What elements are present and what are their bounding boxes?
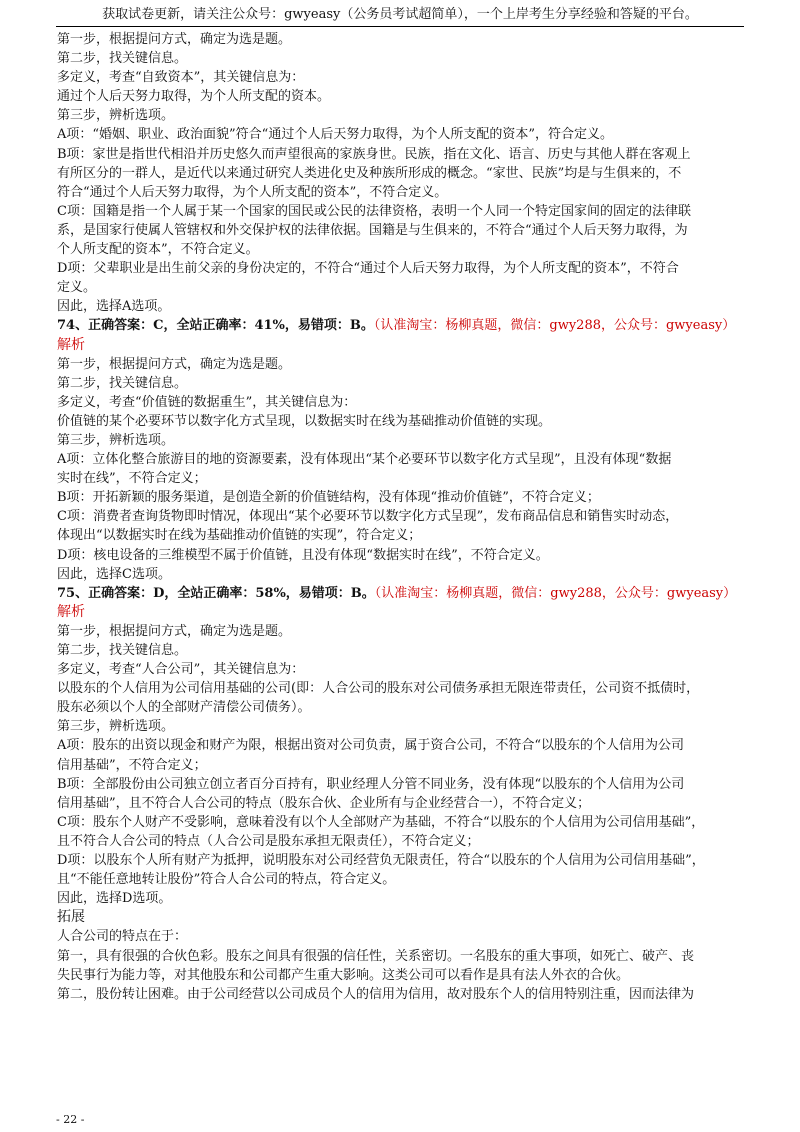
text-line: D项：以股东个人所有财产为抵押，说明股东对公司经营负无限责任，符合“以股东的个人信用为公司信用基础”，: [57, 853, 705, 869]
text-line: 且“不能任意地转让股份”符合人合公司的特点，符合定义。: [57, 872, 396, 888]
text-line: 通过个人后天努力取得，为个人所支配的资本。: [57, 89, 331, 105]
q75-expand-label: 拓展: [57, 909, 85, 926]
text-line: B项：开拓新颖的服务渠道，是创造全新的价值链结构，没有体现“推动价值链”，不符合定义；: [57, 490, 600, 506]
text-line: 第一步，根据提问方式，确定为选是题。: [57, 356, 292, 372]
text-line: 第二步，找关键信息。: [57, 375, 188, 391]
text-line: 第三步，辨析选项。: [57, 432, 175, 448]
text-line: 人合公司的特点在于：: [57, 929, 188, 945]
text-line: A项：立体化整合旅游目的地的资源要素，没有体现出“某个必要环节以数字化方式呈现”，且没有体现“数据: [57, 452, 672, 468]
text-line: 第三步，辨析选项。: [57, 719, 175, 735]
q75-analysis-label: 解析: [57, 603, 85, 620]
text-line: 因此，选择C选项。: [57, 566, 171, 582]
text-line: C项：国籍是指一个人属于某一个国家的国民或公民的法律资格，表明一个人同一个特定国家间的固定的法律联: [57, 203, 691, 219]
page-content: [57, 30, 747, 1004]
text-line: 第三步，辨析选项。: [57, 108, 175, 124]
page-footer: [56, 1113, 84, 1126]
text-line: 系，是国家行使属人管辖权和外交保护权的法律依据。国籍是与生俱来的，不符合“通过个人后天努力取得，为: [57, 222, 688, 238]
q74-answer-title: [57, 316, 747, 335]
text-line: 体现出“以数据实时在线为基础推动价值链的实现”，符合定义；: [57, 528, 422, 544]
q75-ad-text: （认准淘宝：杨柳真题，微信：gwy288，公众号：gwyeasy）: [374, 585, 737, 601]
q75-block: [57, 584, 747, 1004]
text-line: 信用基础”，且不符合人合公司的特点（股东合伙、企业所有与企业经营合一），不符合定义；: [57, 795, 591, 811]
text-line: D项：核电设备的三维模型不属于价值链，且没有体现“数据实时在线”，不符合定义。: [57, 547, 549, 563]
text-line: 符合“通过个人后天努力取得，为个人所支配的资本”，不符合定义。: [57, 184, 448, 200]
text-line: 失民事行为能力等，对其他股东和公司都产生重大影响。这类公司可以看作是具有法人外衣的合伙。: [57, 967, 630, 983]
text-line: 第一步，根据提问方式，确定为选是题。: [57, 623, 292, 639]
text-line: 第二步，找关键信息。: [57, 643, 188, 658]
text-line: 多定义，考查“自致资本”，其关键信息为：: [57, 70, 305, 86]
text-line: 以股东的个人信用为公司信用基础的公司(即：人合公司的股东对公司债务承担无限连带责任，公司资不抵债时，: [57, 681, 700, 697]
text-line: 第一步，根据提问方式，确定为选是题。: [57, 32, 292, 47]
q75-answer-title: [57, 584, 747, 603]
page-header: [56, 6, 744, 27]
text-line: 信用基础”，不符合定义；: [57, 757, 207, 773]
text-line: 有所区分的一群人，是近代以来通过研究人类进化史及种族所形成的概念。“家世、民族”均是与生俱来的，不: [57, 165, 682, 181]
q74-title-text: 74、正确答案：C，全站正确率：41%，易错项：B。: [57, 318, 374, 334]
text-line: D项：父辈职业是出生前父亲的身份决定的，不符合“通过个人后天努力取得，为个人所支配的资本”，不符合: [57, 261, 679, 277]
text-line: C项：股东个人财产不受影响，意味着没有以个人全部财产为基础，不符合“以股东的个人信用为公司信用基础”，: [57, 814, 705, 830]
q74-analysis-label: 解析: [57, 336, 85, 353]
text-line: B项：家世是指世代相沿并历史悠久而声望很高的家族身世。民族，指在文化、语言、历史与其他人群在客观上: [57, 146, 691, 162]
q74-ad-text: （认准淘宝：杨柳真题，微信：gwy288，公众号：gwyeasy）: [373, 318, 736, 334]
text-line: 第二，股份转让困难。由于公司经营以公司成员个人的信用为信用，故对股东个人的信用特别注重，因而法律为: [57, 986, 695, 1002]
text-line: 多定义，考查“人合公司”，其关键信息为：: [57, 662, 305, 678]
text-line: B项：全部股份由公司独立创立者百分百持有，职业经理人分管不同业务，没有体现“以股东的个人信用为公司: [57, 776, 685, 792]
text-line: 价值链的某个必要环节以数字化方式呈现，以数据实时在线为基础推动价值链的实现。: [57, 413, 552, 429]
page-number: - 22 -: [56, 1113, 85, 1126]
text-line: C项：消费者查询货物即时情况，体现出“某个必要环节以数字化方式呈现”，发布商品信息和销售实时动态，: [57, 509, 679, 525]
text-line: A项：股东的出资以现金和财产为限，根据出资对公司负责，属于资合公司，不符合“以股东的个人信用为公司: [57, 738, 685, 754]
q75-title-text: 75、正确答案：D，全站正确率：58%，易错项：B。: [57, 585, 375, 601]
header-text: 获取试卷更新，请关注公众号：gwyeasy（公务员考试超简单），一个上岸考生分享经验和答疑的平台。: [102, 7, 698, 22]
text-line: 因此，选择A选项。: [57, 299, 171, 315]
text-line: 定义。: [57, 280, 97, 296]
text-line: 因此，选择D选项。: [57, 891, 172, 907]
text-line: 第一，具有很强的合伙色彩。股东之间具有很强的信任性，关系密切。一名股东的重大事项，如死亡、破产、丧: [57, 948, 695, 964]
text-line: 个人所支配的资本”，不符合定义。: [57, 242, 259, 258]
text-line: 且不符合人合公司的特点（人合公司是股东承担无限责任），不符合定义；: [57, 833, 480, 849]
text-line: A项：“婚姻、职业、政治面貌”符合“通过个人后天努力取得，为个人所支配的资本”，符合定义。: [57, 127, 613, 143]
text-line: 实时在线”，不符合定义；: [57, 471, 207, 487]
q74-block: [57, 316, 747, 583]
q73-explanation-tail: [57, 30, 747, 316]
text-line: 第二步，找关键信息。: [57, 51, 188, 67]
text-line: 股东必须以个人的全部财产清偿公司债务）。: [57, 700, 311, 716]
text-line: 多定义，考查“价值链的数据重生”，其关键信息为：: [57, 394, 357, 410]
